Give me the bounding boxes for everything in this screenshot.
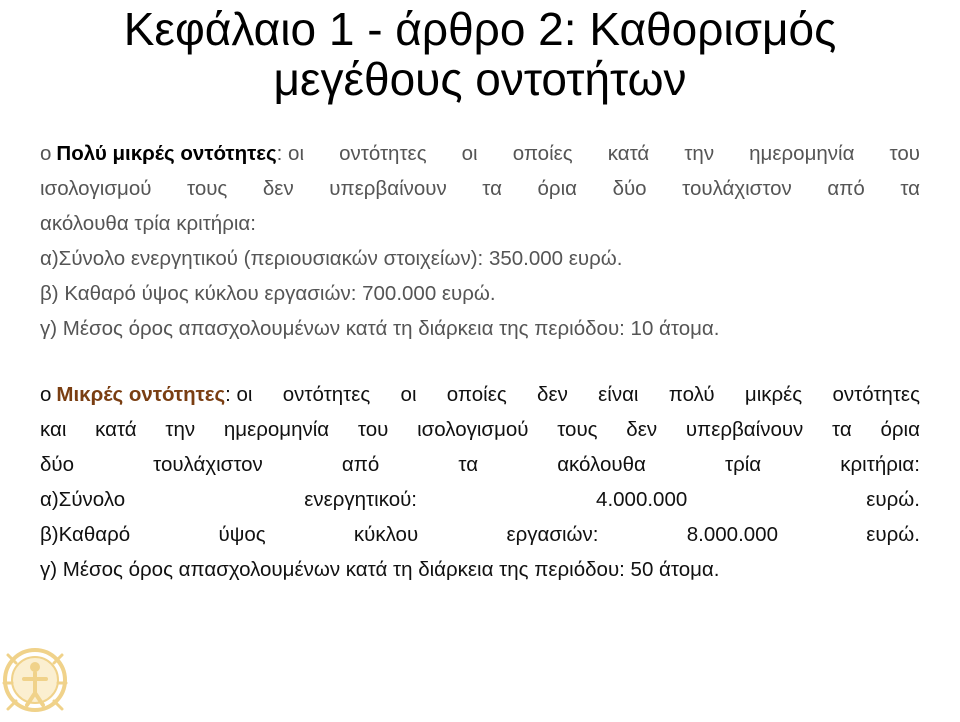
very-small-line-3: ακόλουθα τρία κριτήρια: [40, 212, 256, 235]
word: τα [458, 453, 479, 476]
word: κατά [95, 418, 137, 441]
word: 4.000.000 [596, 488, 688, 511]
very-small-criterion-employees: γ) Μέσος όρος απασχολουμένων κατά τη διάρκεια της περιόδου: 10 άτομα. [40, 317, 720, 340]
small-line-3 [40, 447, 920, 482]
word: τους [557, 418, 598, 441]
word: εργασιών: [506, 523, 599, 546]
very-small-criterion-turnover: β) Καθαρό ύψος κύκλου εργασιών: 700.000 ευρώ. [40, 282, 496, 305]
word: δύο [40, 453, 75, 476]
word: του [889, 142, 920, 165]
word: οντότητες [832, 383, 920, 406]
word: ύψος [218, 523, 266, 546]
slide-title-line1: Κεφάλαιο 1 - άρθρο 2: Καθορισμός [123, 3, 837, 55]
word: δεν [537, 383, 568, 406]
word: τους [187, 177, 228, 200]
word: ημερομηνία [749, 142, 855, 165]
word: τουλάχιστον [153, 453, 263, 476]
word: οι [400, 383, 417, 406]
word: ισολογισμού [40, 177, 152, 200]
word: τα [832, 418, 852, 441]
word: κατά [607, 142, 650, 165]
word: β)Καθαρό [40, 523, 131, 546]
word: ακόλουθα [557, 453, 646, 476]
word: δεν [262, 177, 294, 200]
small-line-1 [40, 377, 920, 412]
small-line-2 [40, 412, 920, 447]
small-criterion-turnover [40, 517, 920, 552]
word: ενεργητικού: [304, 488, 418, 511]
bullet-marker: o [40, 383, 52, 406]
word: όρια [880, 418, 920, 441]
word: την [165, 418, 196, 441]
emblem-icon [2, 643, 68, 717]
word: όρια [537, 177, 577, 200]
small-criterion-assets [40, 482, 920, 517]
word: τρία [724, 453, 762, 476]
word: υπερβαίνουν [329, 177, 447, 200]
word: ευρώ. [866, 488, 920, 511]
bullet-marker: o [40, 142, 52, 165]
word: ημερομηνία [223, 418, 330, 441]
slide-title-line2: μεγέθους οντοτήτων [273, 53, 687, 105]
small-term: Μικρές οντότητες [56, 383, 226, 406]
word: : οι [276, 142, 305, 165]
slide-title [40, 4, 920, 104]
word: α)Σύνολο [40, 488, 126, 511]
word: : οι [225, 383, 253, 406]
word: ευρώ. [866, 523, 920, 546]
word: την [684, 142, 715, 165]
word: και [40, 418, 67, 441]
word: οποίες [512, 142, 573, 165]
very-small-term: Πολύ μικρές οντότητες [56, 142, 277, 165]
word: δεν [626, 418, 658, 441]
word: τα [900, 177, 920, 200]
very-small-term-group [40, 136, 304, 171]
word: οντότητες [282, 383, 371, 406]
word: είναι [598, 383, 639, 406]
word: από [827, 177, 865, 200]
word: οποίες [446, 383, 507, 406]
word: δύο [612, 177, 647, 200]
small-entities-block [40, 377, 920, 587]
word: 8.000.000 [686, 523, 778, 546]
word: από [341, 453, 380, 476]
word: οι [461, 142, 478, 165]
very-small-entities-block [40, 136, 920, 346]
word: οντότητες [339, 142, 427, 165]
word: πολύ [668, 383, 715, 406]
word: κύκλου [353, 523, 419, 546]
word: τα [482, 177, 502, 200]
word: ισολογισμού [417, 418, 529, 441]
word: κριτήρια: [840, 453, 920, 476]
very-small-line-1 [40, 136, 920, 171]
word: μικρές [744, 383, 803, 406]
word: του [357, 418, 389, 441]
small-criterion-employees: γ) Μέσος όρος απασχολουμένων κατά τη διάρκεια της περιόδου: 50 άτομα. [40, 558, 720, 581]
very-small-line-2 [40, 171, 920, 206]
word: τουλάχιστον [682, 177, 792, 200]
very-small-criterion-assets: α)Σύνολο ενεργητικού (περιουσιακών στοιχείων): 350.000 ευρώ. [40, 247, 623, 270]
small-term-group [40, 377, 253, 412]
word: υπερβαίνουν [685, 418, 804, 441]
